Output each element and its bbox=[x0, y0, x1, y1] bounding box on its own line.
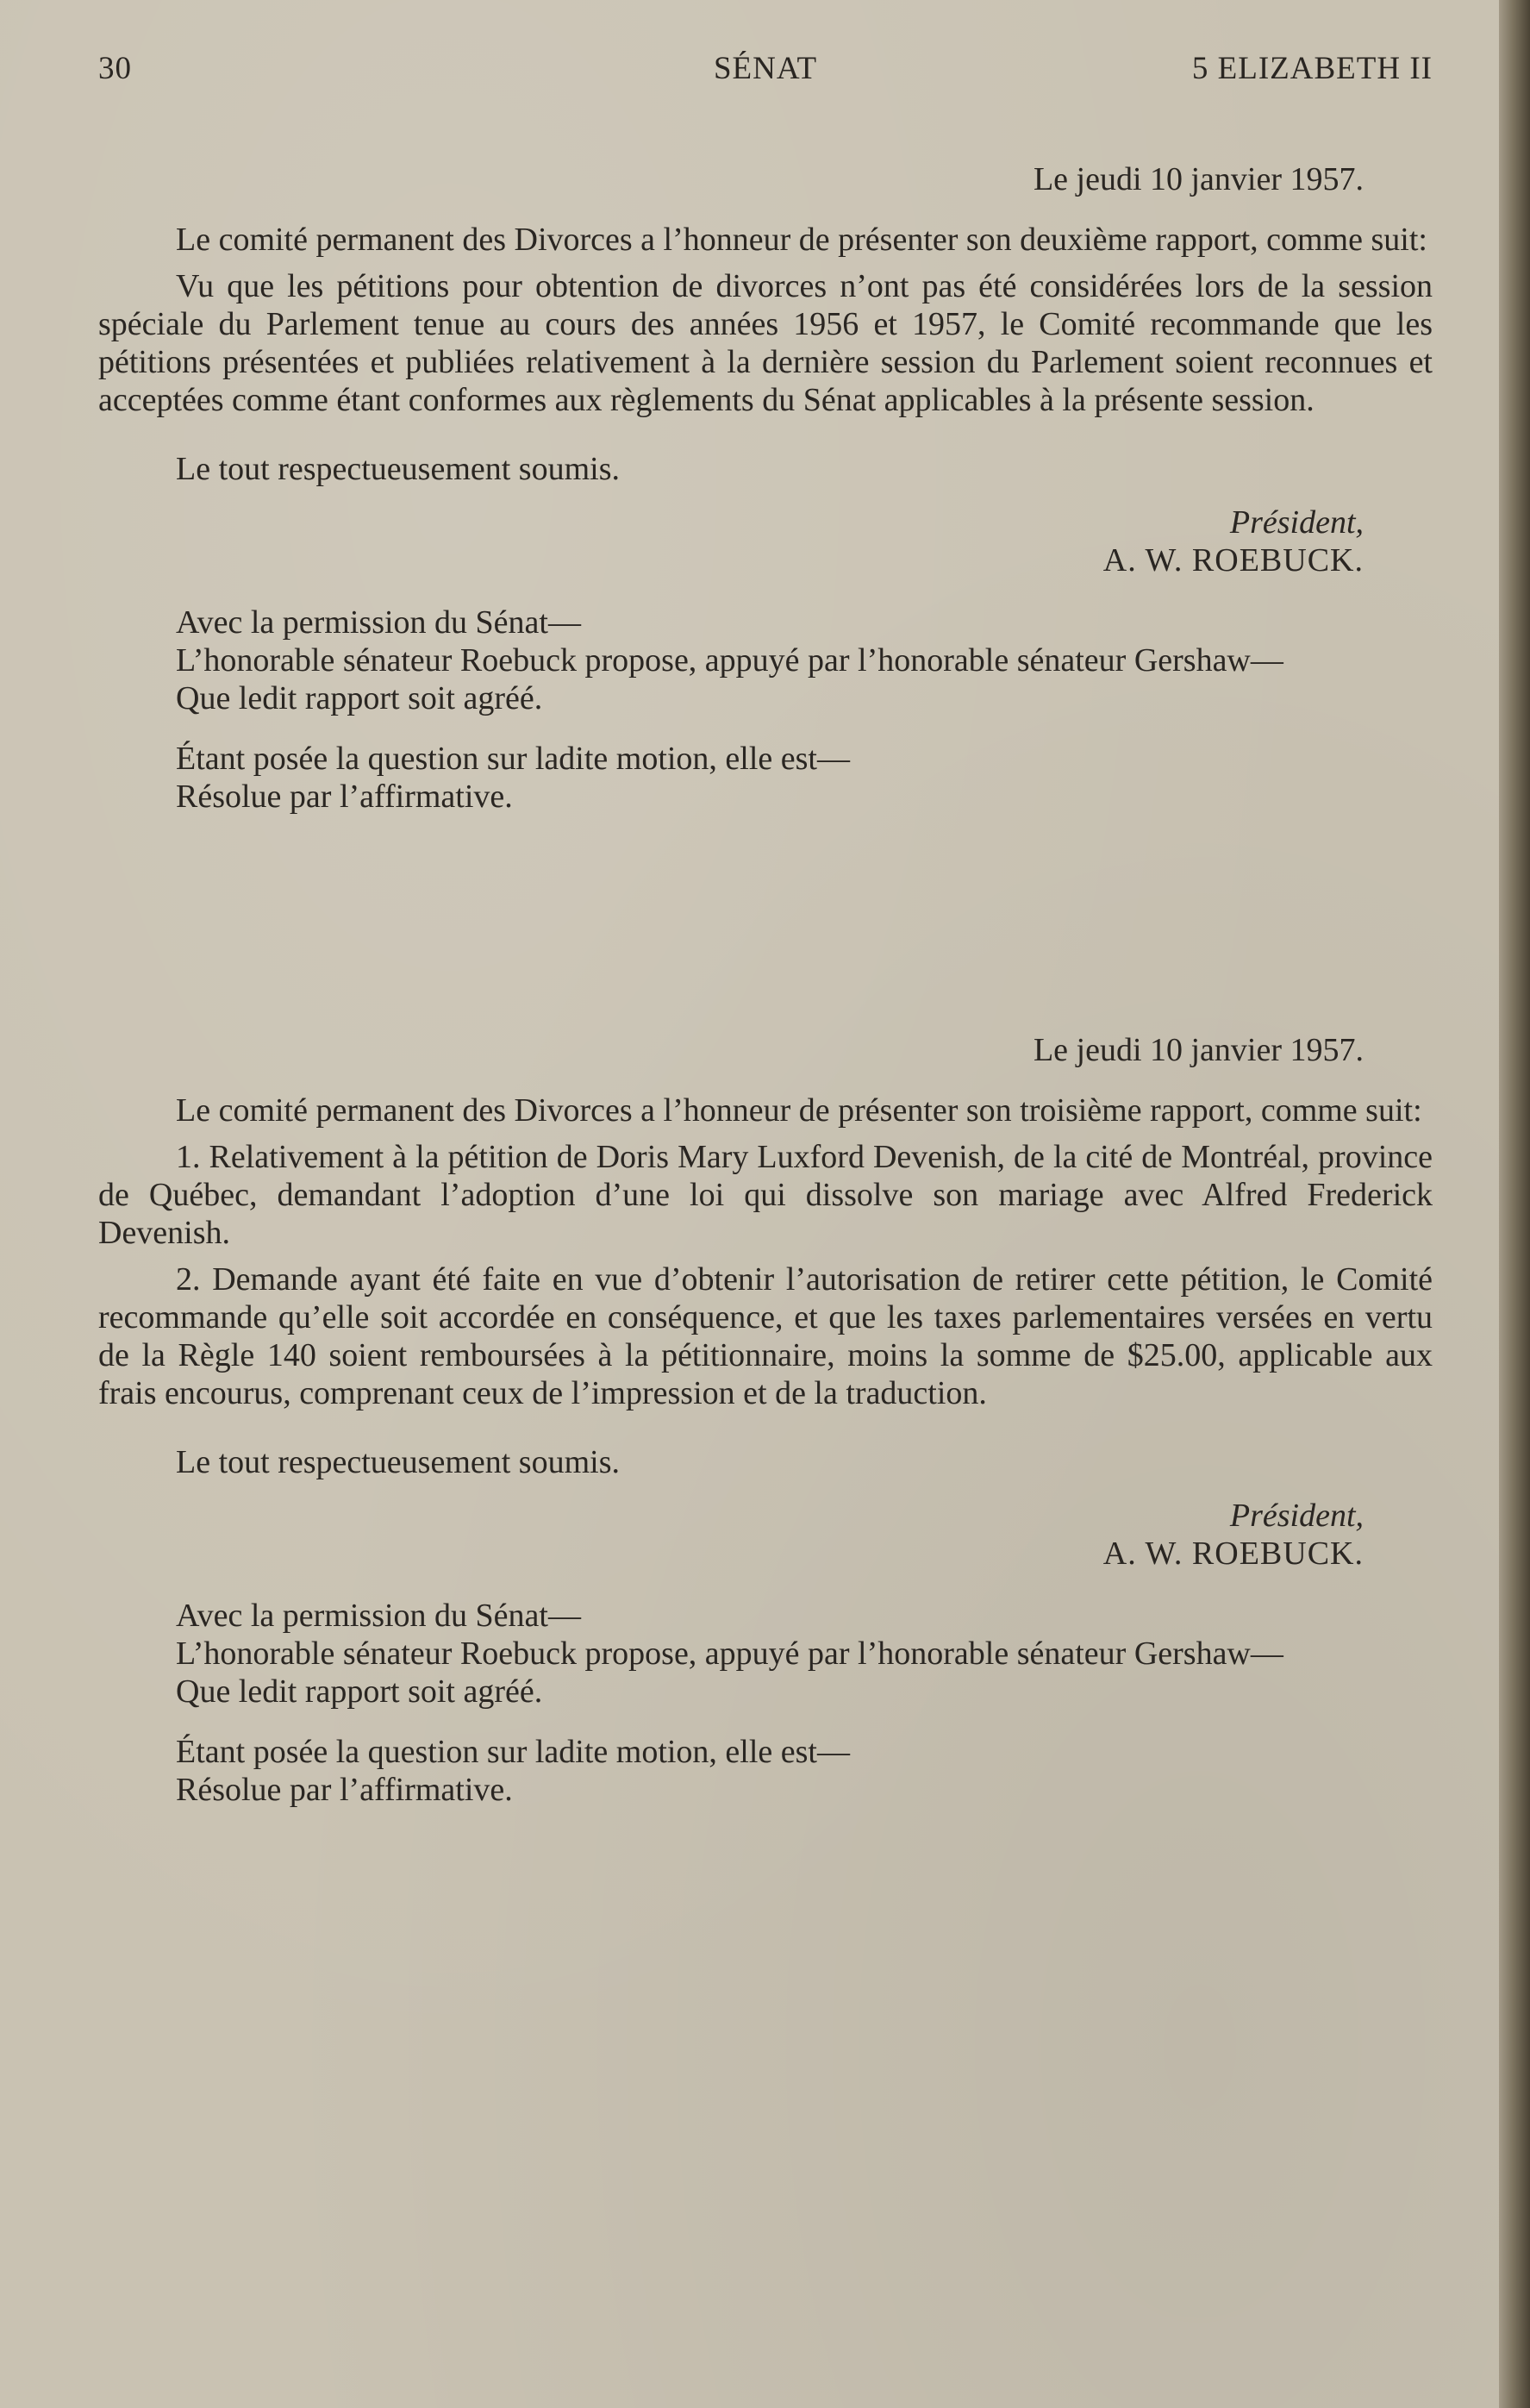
report-date: Le jeudi 10 janvier 1957. bbox=[1033, 161, 1364, 197]
report-section-2nd bbox=[98, 160, 1433, 816]
paragraph-spacer bbox=[98, 1421, 1433, 1443]
page-header-title: SÉNAT bbox=[713, 51, 818, 86]
report-closing: Le tout respectueusement soumis. bbox=[176, 1444, 620, 1480]
question-line: Étant posée la question sur ladite motion, elle est— bbox=[176, 1734, 850, 1770]
report-section-3rd bbox=[98, 1031, 1433, 1809]
motion-block bbox=[98, 1597, 1433, 1809]
report-date: Le jeudi 10 janvier 1957. bbox=[1033, 1032, 1364, 1068]
signature-block bbox=[98, 1497, 1433, 1573]
report-intro: Le comité permanent des Divorces a l’honneur de présenter son deuxième rapport, comme suit: bbox=[176, 222, 1427, 258]
running-header bbox=[98, 50, 1433, 91]
report-item-2: 2. Demande ayant été faite en vue d’obtenir l’autorisation de retirer cette pétition, le Comité recommande qu’elle soit accordée en conséquence, et que les taxes parlementaires versées en vertu de la Règle 140 soient remboursées à la pétitionnaire, moins la somme de $25.00, applicable aux frais encourus, comprenant ceux de l’impression et de la traduction. bbox=[98, 1261, 1433, 1411]
leave-line: Avec la permission du Sénat— bbox=[176, 1598, 581, 1634]
page-number: 30 bbox=[98, 51, 132, 86]
motion-line: L’honorable sénateur Roebuck propose, appuyé par l’honorable sénateur Gershaw— bbox=[176, 642, 1283, 679]
paragraph-spacer bbox=[98, 1711, 1433, 1733]
regnal-year: 5 ELIZABETH II bbox=[1191, 51, 1433, 86]
report-closing: Le tout respectueusement soumis. bbox=[176, 451, 620, 487]
result-line: Résolue par l’affirmative. bbox=[176, 779, 513, 815]
motion-block bbox=[98, 604, 1433, 816]
paragraph-spacer bbox=[98, 428, 1433, 450]
leave-line: Avec la permission du Sénat— bbox=[176, 604, 581, 641]
motion-line: L’honorable sénateur Roebuck propose, appuyé par l’honorable sénateur Gershaw— bbox=[176, 1636, 1283, 1672]
question-line: Étant posée la question sur ladite motion, elle est— bbox=[176, 741, 850, 777]
signature-name: A. W. ROEBUCK. bbox=[1102, 1535, 1364, 1572]
report-intro: Le comité permanent des Divorces a l’honneur de présenter son troisième rapport, comme suit: bbox=[176, 1092, 1422, 1129]
result-line: Résolue par l’affirmative. bbox=[176, 1772, 513, 1808]
signature-block bbox=[98, 503, 1433, 579]
paragraph-spacer bbox=[98, 717, 1433, 740]
signature-role: Président, bbox=[1229, 504, 1364, 541]
book-spine-shadow bbox=[1499, 0, 1530, 2408]
signature-role: Président, bbox=[1229, 1498, 1364, 1534]
report-item-1: 1. Relativement à la pétition de Doris Mary Luxford Devenish, de la cité de Montréal, province de Québec, demandant l’adoption d’une loi qui dissolve son mariage avec Alfred Frederick Devenish. bbox=[98, 1139, 1433, 1251]
resolution-line: Que ledit rapport soit agréé. bbox=[176, 1673, 543, 1710]
resolution-line: Que ledit rapport soit agréé. bbox=[176, 680, 543, 716]
signature-name: A. W. ROEBUCK. bbox=[1102, 542, 1364, 579]
report-body: Vu que les pétitions pour obtention de divorces n’ont pas été considérées lors de la session spéciale du Parlement tenue au cours des années 1956 et 1957, le Comité recommande que les pétitions présentées et publiées relativement à la dernière session du Parlement soient reconnues et acceptées comme étant conformes aux règlements du Sénat applicables à la présente session. bbox=[98, 268, 1433, 418]
